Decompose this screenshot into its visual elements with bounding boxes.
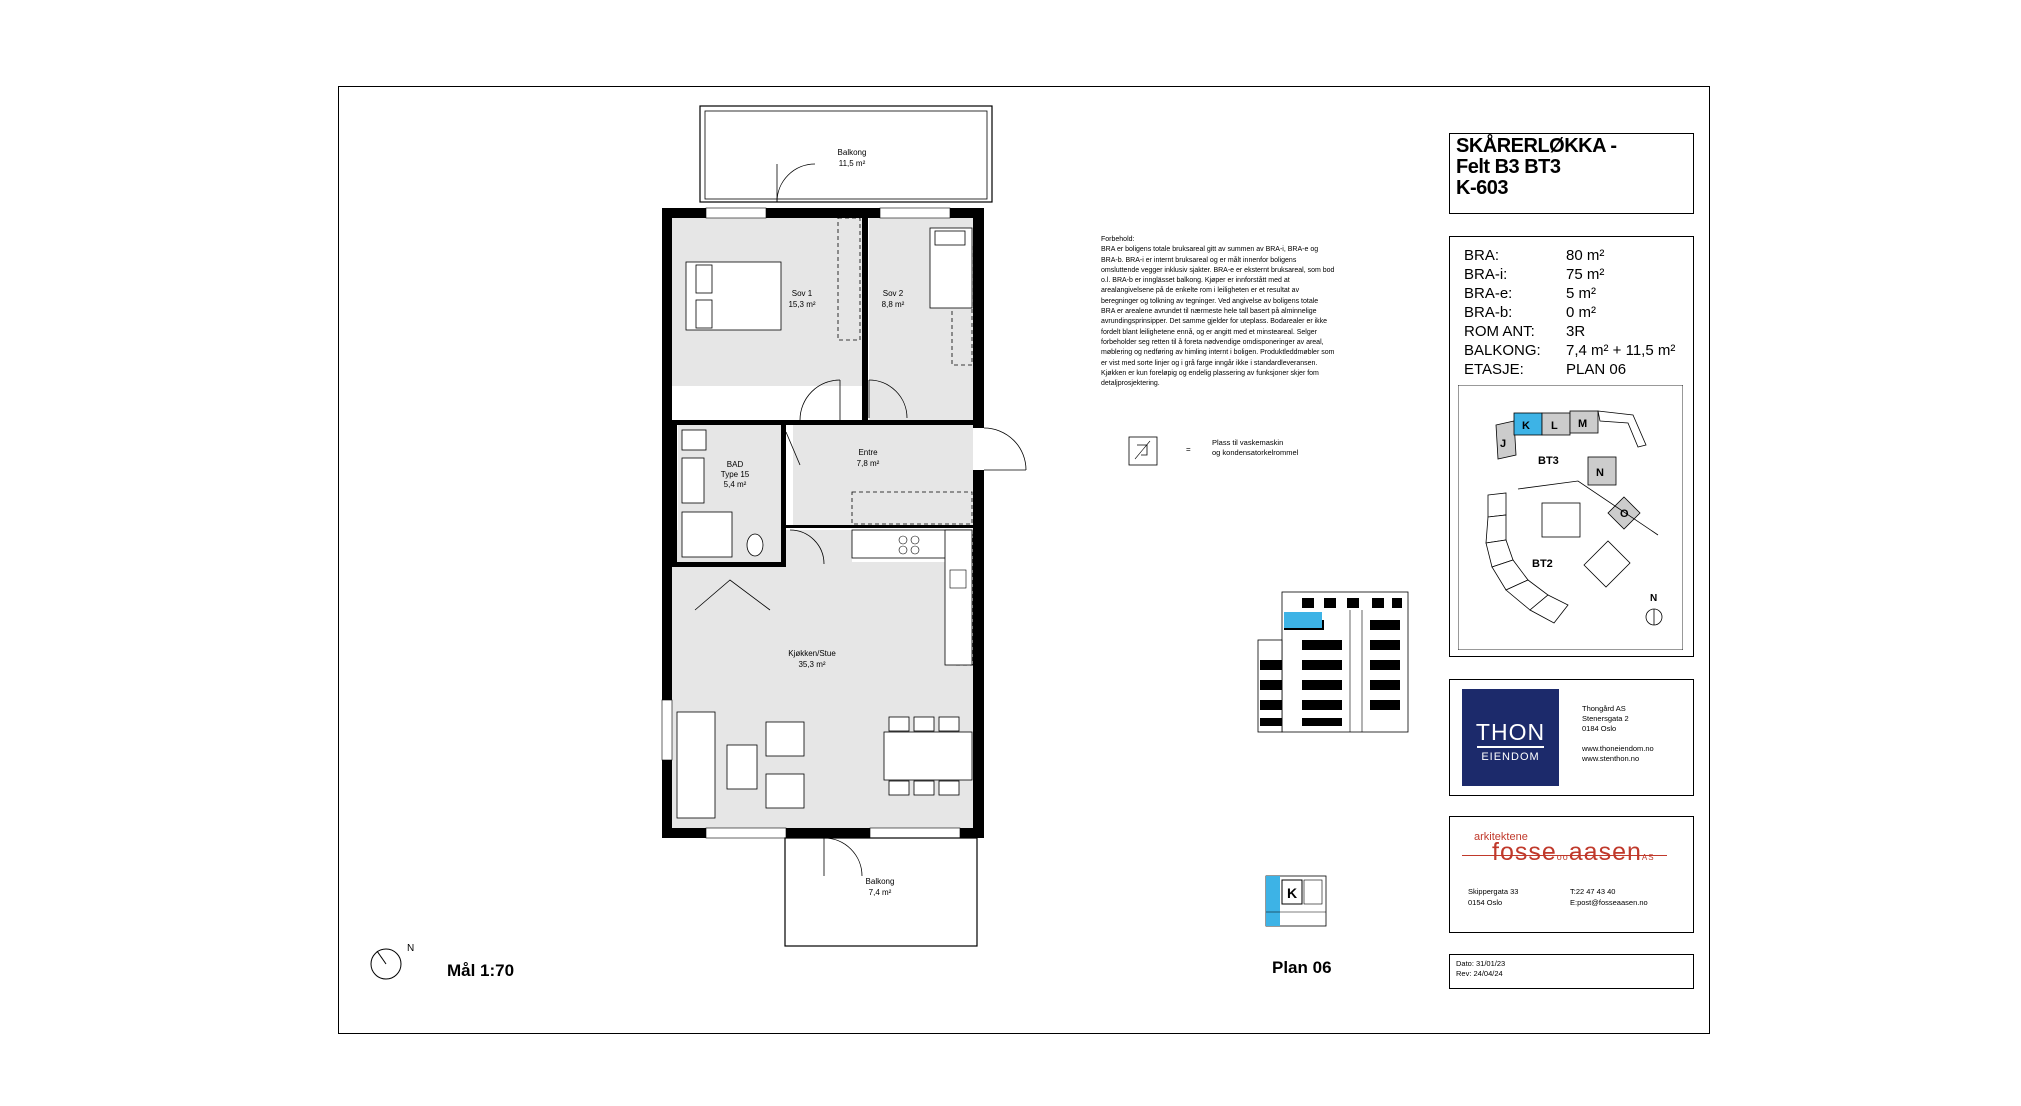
notes-line: detaljprosjektering. xyxy=(1101,380,1160,388)
date-label: Dato: 31/01/23 xyxy=(1456,959,1506,968)
plan-key-letter: K xyxy=(1286,885,1298,901)
bad-name: BAD xyxy=(726,460,744,469)
washer-legend-icon xyxy=(1129,437,1157,465)
notes-line: beregninger og tolkning av tegninger. Ved angivelse av boligens totale xyxy=(1101,297,1319,305)
title-line-3: K-603 xyxy=(1456,177,1508,199)
thon-city: 0184 Oslo xyxy=(1582,724,1617,733)
architect-email: E:post@fosseaasen.no xyxy=(1570,898,1648,907)
title-line-1: SKÅRERLØKKA - xyxy=(1456,135,1617,157)
notes-line: er vist med sorte linjer og i grå farge inngår ikke i standardleveransen. xyxy=(1101,359,1318,367)
bt3-label: BT3 xyxy=(1538,455,1559,467)
legend-symbol: = xyxy=(1186,445,1191,454)
balkong-bottom-name: Balkong xyxy=(865,877,895,886)
spec-block: BRA: 80 m² BRA-i: 75 m² BRA-e: 5 m² BRA-b: 0 m² ROM ANT: 3R BALKONG: 7,4 m² + 11,5 m² ETASJE: PLAN 06 J K L M N O BT3 BT2 N xyxy=(1449,236,1694,657)
balkong-bottom-area: 7,4 m² xyxy=(868,888,892,897)
thon-web-1: www.thoneiendom.no xyxy=(1582,744,1654,753)
thon-street: Stenersgata 2 xyxy=(1582,714,1629,723)
svg-text:N: N xyxy=(1596,467,1604,479)
title-line-2: Felt B3 BT3 xyxy=(1456,156,1561,178)
legend-text: Plass til vaskemaskin og kondensatorkelrommel xyxy=(1212,438,1299,457)
developer-block xyxy=(1449,679,1694,796)
notes-line: avrundingsprinsipper. Det samme gjelder for uteplass. Bodarealer er ikke xyxy=(1101,318,1328,326)
plan-label: Plan 06 xyxy=(1272,958,1332,977)
architect-block xyxy=(1449,816,1694,933)
bad-type: Type 15 xyxy=(720,470,750,479)
revision-block xyxy=(1449,954,1694,989)
svg-text:L: L xyxy=(1551,420,1558,432)
sov2-area: 8,8 m² xyxy=(881,300,905,309)
notes-line: fordelt blant leilighetene ennå, og er angitt med et minsteareal. Selger xyxy=(1101,328,1317,336)
building-elevation xyxy=(1258,592,1408,732)
bad-area: 5,4 m² xyxy=(723,480,747,489)
thon-web-2: www.stenthon.no xyxy=(1582,754,1640,763)
architect-prefix: arkitektene xyxy=(1474,831,1528,843)
svg-text:M: M xyxy=(1578,418,1588,430)
notes-line: omsluttende vegger inklusiv sjakter. BRA-e er eksternt bruksareal, som bod xyxy=(1101,266,1335,274)
north-label: N xyxy=(407,943,415,954)
notes-line: møblering og nedføring av himling internt i boligen. Produktleddmøbler som xyxy=(1101,349,1335,357)
sov1-area: 15,3 m² xyxy=(788,300,816,309)
stue-area: 35,3 m² xyxy=(798,660,826,669)
notes-line: arealangivelsene på de enkelte rom i leiligheten er et resultat av xyxy=(1101,287,1300,295)
balkong-top-area: 11,5 m² xyxy=(838,159,866,168)
elevation-highlight xyxy=(1284,612,1322,628)
notes-line: Kjøkken er kun foreløpig og endelig plassering av funksjoner skjer fom xyxy=(1101,369,1319,377)
notes-line: forbeholder seg retten til å foreta nødvendige omdisponeringer av areal, xyxy=(1101,338,1324,346)
architect-city: 0154 Oslo xyxy=(1468,898,1503,907)
svg-text:K: K xyxy=(1522,420,1530,432)
thon-company: Thongård AS xyxy=(1582,704,1626,713)
site-map xyxy=(1458,385,1683,650)
architect-street: Skippergata 33 xyxy=(1468,887,1519,896)
disclaimer-notes xyxy=(1101,235,1413,389)
sov1-name: Sov 1 xyxy=(791,289,813,298)
notes-line: BRA er arealene avrundet til nærmeste hele tall basert på alminnelige xyxy=(1101,308,1317,316)
bt2-label: BT2 xyxy=(1532,558,1553,570)
balkong-top-name: Balkong xyxy=(837,148,867,157)
north-arrow-icon xyxy=(371,949,401,979)
architect-logo: fosseooaasenAS xyxy=(1492,838,1655,866)
site-north: N xyxy=(1650,593,1658,604)
plan-key xyxy=(1266,876,1326,926)
notes-line: o.l. BRA-b er innglässet balkong. Kjøper er innforstått med at xyxy=(1101,277,1290,285)
architect-phone: T:22 47 43 40 xyxy=(1570,887,1616,896)
sov2-name: Sov 2 xyxy=(882,289,904,298)
notes-heading: Forbehold: xyxy=(1101,236,1135,243)
title-block xyxy=(1449,133,1694,214)
notes-line: BRA-b. BRA-i er internt bruksareal og er målt innenfor boligens xyxy=(1101,256,1297,264)
entre-name: Entre xyxy=(858,448,878,457)
thon-logo: THON EIENDOM xyxy=(1462,689,1559,786)
svg-text:O: O xyxy=(1620,508,1629,520)
rev-label: Rev: 24/04/24 xyxy=(1456,969,1503,978)
scale-label: Mål 1:70 xyxy=(447,961,515,980)
svg-text:J: J xyxy=(1500,438,1507,450)
notes-line: BRA er boligens totale bruksareal gitt av summen av BRA-i, BRA-e og xyxy=(1101,246,1319,254)
entre-area: 7,8 m² xyxy=(856,459,880,468)
stue-name: Kjøkken/Stue xyxy=(788,649,836,658)
